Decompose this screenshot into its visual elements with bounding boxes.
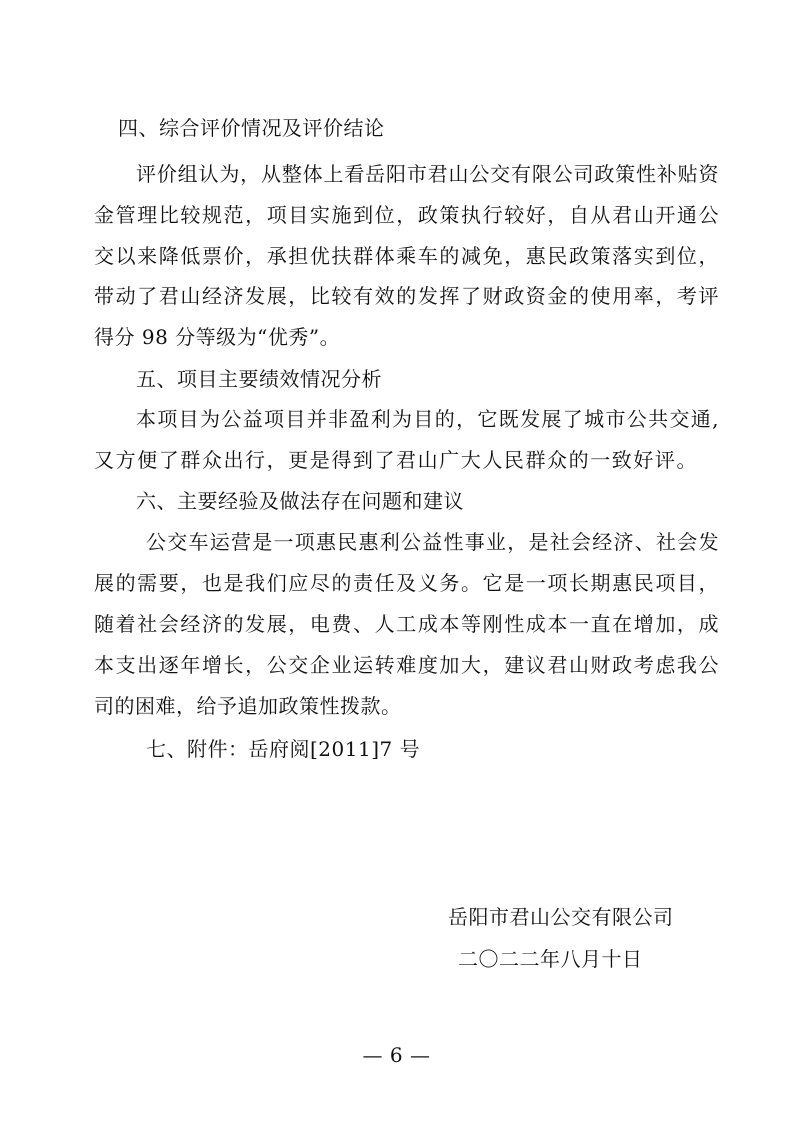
section-5-line-1: 本项目为公益项目并非盈利为目的，它既发展了城市公共交通, (136, 407, 719, 431)
signature-company: 岳阳市君山公交有限公司 (448, 905, 674, 929)
section-6-line-1: 公交车运营是一项惠民惠利公益性事业，是社会经济、社会发 (146, 530, 719, 554)
page-number: — 6 — (362, 1043, 431, 1067)
section-4-line-5: 得分 98 分等级为“优秀”。 (94, 325, 341, 349)
section-4-line-1: 评价组认为，从整体上看岳阳市君山公交有限公司政策性补贴资 (136, 162, 719, 186)
section-6-line-5: 司的困难，给予追加政策性拨款。 (94, 694, 402, 718)
section-6-line-3: 随着社会经济的发展，电费、人工成本等刚性成本一直在增加，成 (94, 612, 719, 636)
signature-date: 二〇二二年八月十日 (458, 947, 643, 971)
section-7-heading: 七、附件：岳府阅[2011]7 号 (146, 737, 421, 761)
section-4-heading: 四、综合评价情况及评价结论 (118, 116, 385, 140)
section-4-line-3: 交以来降低票价，承担优扶群体乘车的减免，惠民政策落实到位， (94, 244, 719, 268)
section-6-heading: 六、主要经验及做法存在问题和建议 (136, 489, 464, 513)
section-6-line-2: 展的需要，也是我们应尽的责任及义务。它是一项长期惠民项目， (94, 571, 719, 595)
section-6-line-4: 本支出逐年增长，公交企业运转难度加大，建议君山财政考虑我公 (94, 653, 719, 677)
section-4-line-4: 带动了君山经济发展，比较有效的发挥了财政资金的使用率，考评 (94, 284, 719, 308)
section-5-heading: 五、项目主要绩效情况分析 (136, 367, 382, 391)
section-4-line-2: 金管理比较规范，项目实施到位，政策执行较好，自从君山开通公 (94, 203, 719, 227)
section-5-line-2: 又方便了群众出行，更是得到了君山广大人民群众的一致好评。 (94, 448, 697, 472)
